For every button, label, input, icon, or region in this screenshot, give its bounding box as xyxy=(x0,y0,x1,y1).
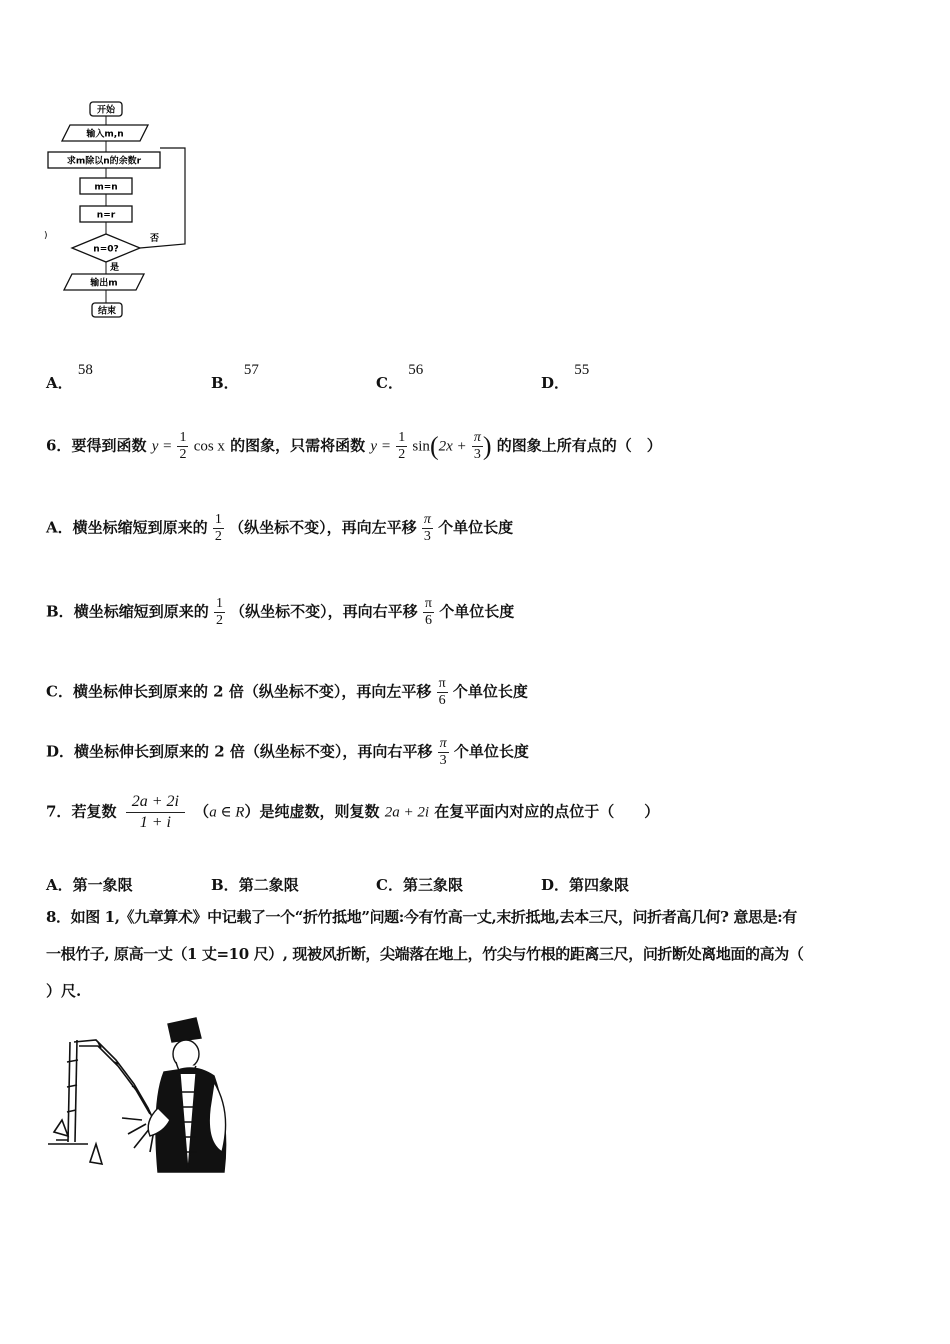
flowchart-output: 输出m xyxy=(90,278,118,289)
flowchart-assign-m: m=n xyxy=(94,182,118,193)
q7-option-d[interactable]: D．第四象限 xyxy=(541,876,630,894)
q8-line-1: 8．如图 1,《九章算术》中记载了一个“折竹抵地”问题:今有竹高一丈,末折抵地,去本三尺，问折者高几何? 意思是:有 xyxy=(46,908,797,926)
q6-option-c[interactable]: C．横坐标伸长到原来的 2 倍（纵坐标不变），再向左平移 $\frac{\pi}{6}$ 个单位长度 xyxy=(46,676,528,708)
flowchart-stray-mark: ) xyxy=(44,231,48,241)
algorithm-flowchart xyxy=(40,98,200,323)
flowchart-start: 开始 xyxy=(96,105,116,116)
q5-option-a[interactable]: A． 58 xyxy=(46,362,93,392)
q7-stem: 7．若复数 $\frac{2a + 2i}{1 + i}$ （a ∈ R）是纯虚数，则复数 2a + 2i 在复平面内对应的点位于（ ） xyxy=(46,793,660,831)
bamboo-scholar-illustration xyxy=(46,1012,236,1177)
flowchart-remainder: 求m除以n的余数r xyxy=(66,156,142,167)
q7-option-a[interactable]: A．第一象限 xyxy=(46,876,133,894)
flowchart-yes: 是 xyxy=(110,263,120,273)
q6-option-a[interactable]: A．横坐标缩短到原来的 $\frac{1}{2}$ （纵坐标不变），再向左平移 $\frac{\pi}{3}$ 个单位长度 xyxy=(46,512,514,544)
flowchart-input: 输入m,n xyxy=(86,129,124,140)
q6-option-b[interactable]: B．横坐标缩短到原来的 $\frac{1}{2}$ （纵坐标不变），再向右平移 $\frac{\pi}{6}$ 个单位长度 xyxy=(46,596,515,628)
q7-option-c[interactable]: C．第三象限 xyxy=(376,876,463,894)
q8-stem xyxy=(46,899,906,1010)
q5-option-b[interactable]: B． 57 xyxy=(211,362,259,392)
flowchart-assign-n: n=r xyxy=(96,210,116,221)
q6-option-d[interactable]: D．横坐标伸长到原来的 2 倍（纵坐标不变），再向右平移 $\frac{\pi}{3}$ 个单位长度 xyxy=(46,736,529,768)
q5-option-c[interactable]: C． 56 xyxy=(376,362,424,392)
q8-line-3: ）尺. xyxy=(46,982,82,1000)
flowchart-no: 否 xyxy=(150,234,160,244)
q5-option-d[interactable]: D． 55 xyxy=(541,362,590,392)
flowchart-end: 结束 xyxy=(97,306,117,317)
q6-stem: 6．要得到函数 y = $\frac{1}{2}$ cos x 的图象，只需将函数 y = $\frac{1}{2}$ sin(2x + $\frac{\pi}{3}$ ) 的图象上所有点的（ ） xyxy=(46,430,662,462)
q7-option-b[interactable]: B．第二象限 xyxy=(211,876,299,894)
flowchart-decision: n=0? xyxy=(93,244,119,255)
q8-line-2: 一根竹子, 原高一丈（1 丈=10 尺）, 现被风折断，尖端落在地上，竹尖与竹根的距离三尺，问折断处离地面的高为（ xyxy=(46,945,804,963)
